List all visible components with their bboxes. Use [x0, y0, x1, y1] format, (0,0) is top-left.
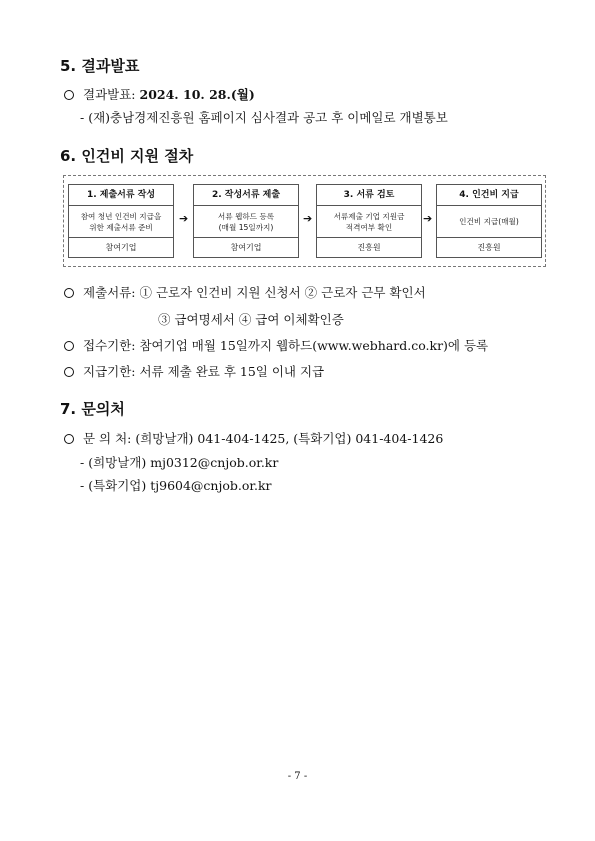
- circle-bullet-icon: [64, 341, 74, 351]
- circle-bullet-icon: [64, 288, 74, 298]
- receive-line: 접수기한: 참여기업 매월 15일까지 웹하드(www.webhard.co.kr)에 등록: [83, 338, 489, 353]
- section-7-title: 7. 문의처: [60, 400, 125, 418]
- step-4-desc: 인건비 지급(매월): [437, 206, 541, 238]
- result-label: 결과발표:: [83, 87, 136, 102]
- step-3-title: 3. 서류 검토: [317, 185, 421, 206]
- step-2-desc: 서류 웹하드 등록 (매월 15일까지): [194, 206, 298, 238]
- step-4: [436, 184, 542, 258]
- section-5-title: 5. 결과발표: [60, 57, 140, 75]
- step-3-desc: 서류제출 기업 지원금 적격여부 확인: [317, 206, 421, 238]
- docs-line-2: ③ 급여명세서 ④ 급여 이체확인증: [158, 312, 344, 327]
- step-3-org: 진흥원: [357, 243, 381, 252]
- step-1-org: 참여기업: [105, 243, 137, 252]
- page-number: - 7 -: [287, 771, 308, 782]
- step-4-title: 4. 인건비 지급: [437, 185, 541, 206]
- step-4-org: 진흥원: [477, 243, 501, 252]
- step-1: [68, 184, 174, 258]
- arrow-right-icon: ➔: [423, 212, 433, 225]
- pay-line: 지급기한: 서류 제출 완료 후 15일 이내 지급: [83, 364, 325, 379]
- docs-bullet: [64, 283, 426, 301]
- circle-bullet-icon: [64, 90, 74, 100]
- step-2: [193, 184, 299, 258]
- step-1-desc: 참여 청년 인건비 지급을 위한 제출서류 준비: [69, 206, 173, 238]
- pay-bullet: [64, 362, 324, 380]
- step-2-org: 참여기업: [230, 243, 262, 252]
- contact-line: 문 의 처: (희망날개) 041-404-1425, (특화기업) 041-404-1426: [83, 431, 444, 446]
- result-date: 2024. 10. 28.(월): [139, 87, 255, 102]
- circle-bullet-icon: [64, 434, 74, 444]
- step-3: [316, 184, 422, 258]
- result-notice: - (재)충남경제진흥원 홈페이지 심사결과 공고 후 이메일로 개별통보: [80, 110, 448, 125]
- contact-email-1[interactable]: - (희망날개) mj0312@cnjob.or.kr: [80, 455, 279, 470]
- docs-line-1: 제출서류: ① 근로자 인건비 지원 신청서 ② 근로자 근무 확인서: [83, 285, 426, 300]
- step-1-title: 1. 제출서류 작성: [69, 185, 173, 206]
- procedure-flow: [63, 175, 546, 267]
- contact-bullet: [64, 429, 443, 447]
- circle-bullet-icon: [64, 367, 74, 377]
- receive-bullet: [64, 336, 488, 354]
- result-bullet: [64, 85, 255, 103]
- step-2-title: 2. 작성서류 제출: [194, 185, 298, 206]
- section-6-title: 6. 인건비 지원 절차: [60, 147, 194, 165]
- contact-email-2[interactable]: - (특화기업) tj9604@cnjob.or.kr: [80, 478, 272, 493]
- arrow-right-icon: ➔: [179, 212, 189, 225]
- arrow-right-icon: ➔: [303, 212, 313, 225]
